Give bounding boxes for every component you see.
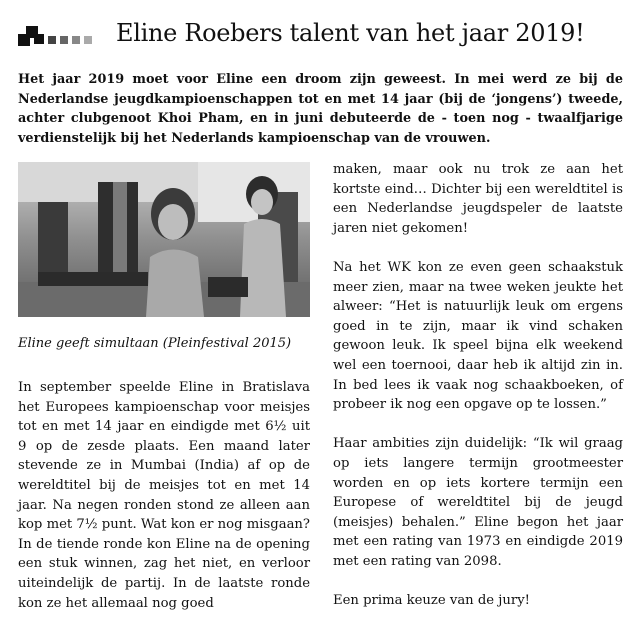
article-column-right bbox=[333, 160, 623, 630]
body-paragraph: maken, maar ook nu trok ze aan het kortste eind… Dichter bij een wereldtitel is een Nederlandse jeugdspeler de laatste jaren niet gekomen! bbox=[333, 162, 623, 236]
article-photo bbox=[18, 162, 310, 317]
body-paragraph: Haar ambities zijn duidelijk: “Ik wil graag op iets langere termijn grootmeester worden en op iets kortere termijn een Europese of wereldtitel bij de jeugd (meisjes) behalen.” Eline begon het jaar met een rating van 1973 en eindigde 2019 met een rating van 2098. bbox=[333, 436, 623, 569]
photo-caption: Eline geeft simultaan (Pleinfestival 2015) bbox=[18, 336, 292, 351]
article-lead: Het jaar 2019 moet voor Eline een droom zijn geweest. In mei werd ze bij de Nederlandse jeugdkampioenschappen tot en met 14 jaar (bij de ‘jongens’) tweede, achter clubgenoot Khoi Pham, en in juni debuteerde de - toen nog - twaalfjarige verdienstelijk bij het Nederlands kampioenschap van de vrouwen. bbox=[18, 72, 623, 146]
article-column-left bbox=[18, 378, 310, 633]
article-title: Eline Roebers talent van het jaar 2019! bbox=[116, 19, 585, 47]
photo-illustration bbox=[18, 162, 310, 317]
body-paragraph: Na het WK kon ze even geen schaakstuk meer zien, maar na twee weken jeukte het alweer: “Het is natuurlijk leuk om ergens goed in te zijn, maar ik vind schaken gewoon leuk. Ik speel bijna elk weekend wel een toernooi, daar heb ik altijd zin in. In bed lees ik vaak nog schaakboeken, of probeer ik nog een opgave op te lossen.” bbox=[333, 259, 623, 413]
chess-squares-logo-icon bbox=[18, 26, 100, 46]
body-paragraph: In september speelde Eline in Bratislava het Europees kampioenschap voor meisjes tot en met 14 jaar en eindigde met 6½ uit 9 op de zesde plaats. Een maand later stevende ze in Mumbai (India) af op de wereldtitel bij de meisjes tot en met 14 jaar. Na negen ronden stond ze alleen aan kop met 7½ punt. Wat kon er nog misgaan? In de tiende ronde kon Eline na de opening een stuk winnen, zag het niet, en verloor uiteindelijk de partij. In de laatste ronde kon ze het allemaal nog goed bbox=[18, 380, 310, 611]
closing-paragraph: Een prima keuze van de jury! bbox=[333, 593, 530, 609]
